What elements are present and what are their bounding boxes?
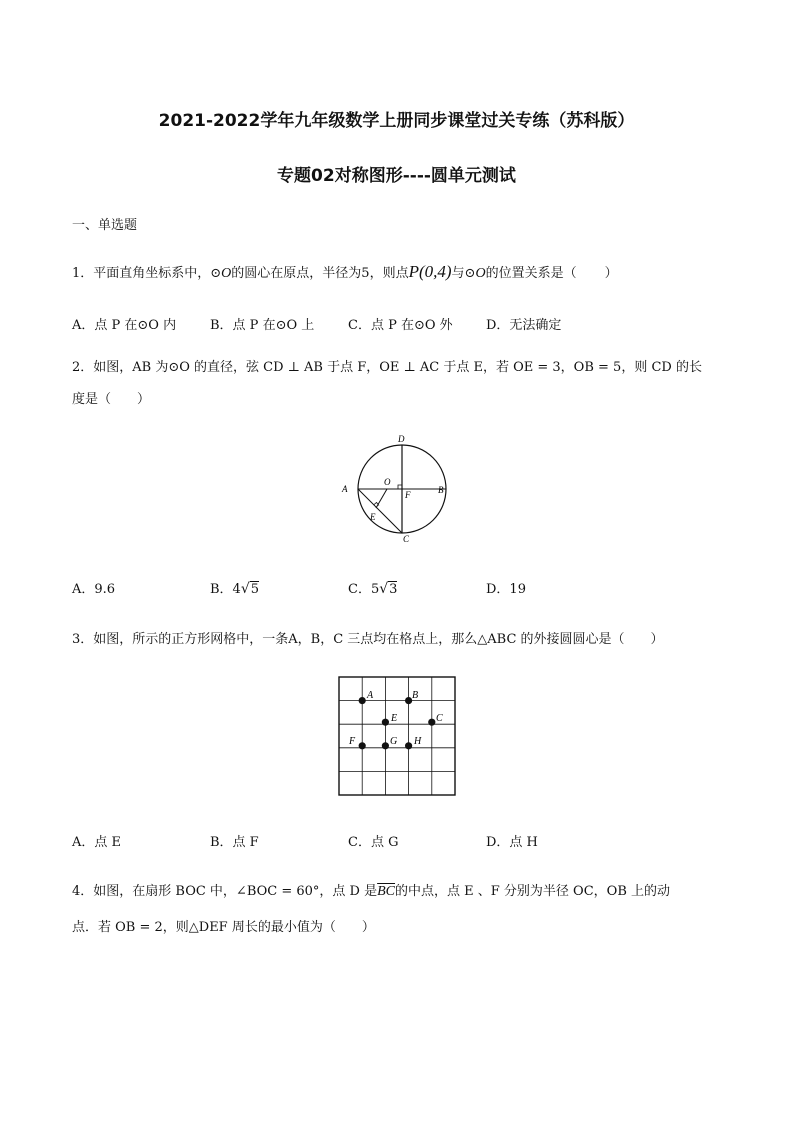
q2-option-c-prefix: C．5 xyxy=(348,582,380,597)
q1-o1: O xyxy=(221,266,232,281)
section-label: 一、单选题 xyxy=(72,218,138,233)
q2-option-a: A．9.6 xyxy=(72,582,116,597)
label-o: O xyxy=(384,477,391,487)
question-4-line-1 xyxy=(72,880,670,900)
question-2-line-1: 2．如图，AB 为⊙O 的直径，弦 CD ⊥ AB 于点 F，OE ⊥ AC 于点 E，若 OE = 3，OB = 5，则 CD 的长 xyxy=(72,360,702,375)
q1-option-d: D．无法确定 xyxy=(486,318,562,333)
q2-option-b-prefix: B．4 xyxy=(210,582,241,597)
point-h xyxy=(405,742,412,749)
q4-arc-bc: $\overline{BC}$ xyxy=(377,884,396,899)
q4-line1-b: 的中点，点 E 、F 分别为半径 OC，OB 上的动 xyxy=(395,884,671,899)
point-g xyxy=(382,742,389,749)
q1-point: P(0,4) xyxy=(408,262,452,281)
segment-oe xyxy=(376,489,387,508)
label-a: A xyxy=(342,484,348,494)
point-a xyxy=(359,697,366,704)
circle-figure xyxy=(330,430,460,545)
q1-o2: O xyxy=(475,266,486,281)
question-1 xyxy=(72,262,618,282)
grid-label-b: B xyxy=(412,690,419,701)
point-c xyxy=(428,719,435,726)
q2-option-c: C．5√3 xyxy=(348,581,398,597)
grid-label-a: A xyxy=(367,690,374,701)
point-f xyxy=(359,742,366,749)
q3-option-c: C．点 G xyxy=(348,835,399,850)
q1-text-b: 的圆心在原点，半径为5，则点 xyxy=(231,266,409,281)
q1-option-b: B．点 P 在⊙O 上 xyxy=(210,318,315,333)
document-title: 2021-2022学年九年级数学上册同步课堂过关专练（苏科版） xyxy=(158,111,635,131)
q2-option-b: B．4√5 xyxy=(210,581,260,597)
q2-option-d: D．19 xyxy=(486,582,526,597)
grid-figure xyxy=(338,676,458,798)
grid-label-f: F xyxy=(349,736,356,747)
question-4-line-2: 点．若 OB = 2，则△DEF 周长的最小值为（ ） xyxy=(72,920,375,935)
label-c: C xyxy=(403,534,410,544)
grid-label-h: H xyxy=(414,736,422,747)
q2-option-c-radicand: 3 xyxy=(389,582,398,597)
q3-option-d: D．点 H xyxy=(486,835,538,850)
q1-text-a: 1．平面直角坐标系中，⊙ xyxy=(72,266,222,281)
q1-option-c: C．点 P 在⊙O 外 xyxy=(348,318,453,333)
q2-option-b-radicand: 5 xyxy=(250,582,260,597)
grid-label-g: G xyxy=(390,736,398,747)
q1-text-d: 的位置关系是（ xyxy=(485,266,577,281)
q1-option-a: A．点 P 在⊙O 内 xyxy=(72,318,177,333)
right-angle-f xyxy=(398,485,402,489)
document-subtitle: 专题02对称图形----圆单元测试 xyxy=(277,166,516,186)
grid-label-c: C xyxy=(436,713,443,724)
q1-text-c: 与⊙ xyxy=(451,266,476,281)
question-3: 3．如图，所示的正方形网格中，一条A，B，C 三点均在格点上，那么△ABC 的外接圆圆心是（ ） xyxy=(72,632,664,647)
q3-option-a: A．点 E xyxy=(72,835,122,850)
label-e: E xyxy=(370,512,376,522)
q1-close: ） xyxy=(604,266,618,281)
q3-option-b: B．点 F xyxy=(210,835,259,850)
q4-line1-a: 4．如图，在扇形 BOC 中，∠BOC = 60°，点 D 是 xyxy=(72,884,378,899)
grid-label-e: E xyxy=(391,713,398,724)
chord-ac xyxy=(358,489,402,533)
point-e xyxy=(382,719,389,726)
label-f: F xyxy=(405,490,411,500)
label-d: D xyxy=(398,434,405,444)
label-b: B xyxy=(438,485,444,495)
question-2-line-2: 度是（ ） xyxy=(72,392,151,407)
